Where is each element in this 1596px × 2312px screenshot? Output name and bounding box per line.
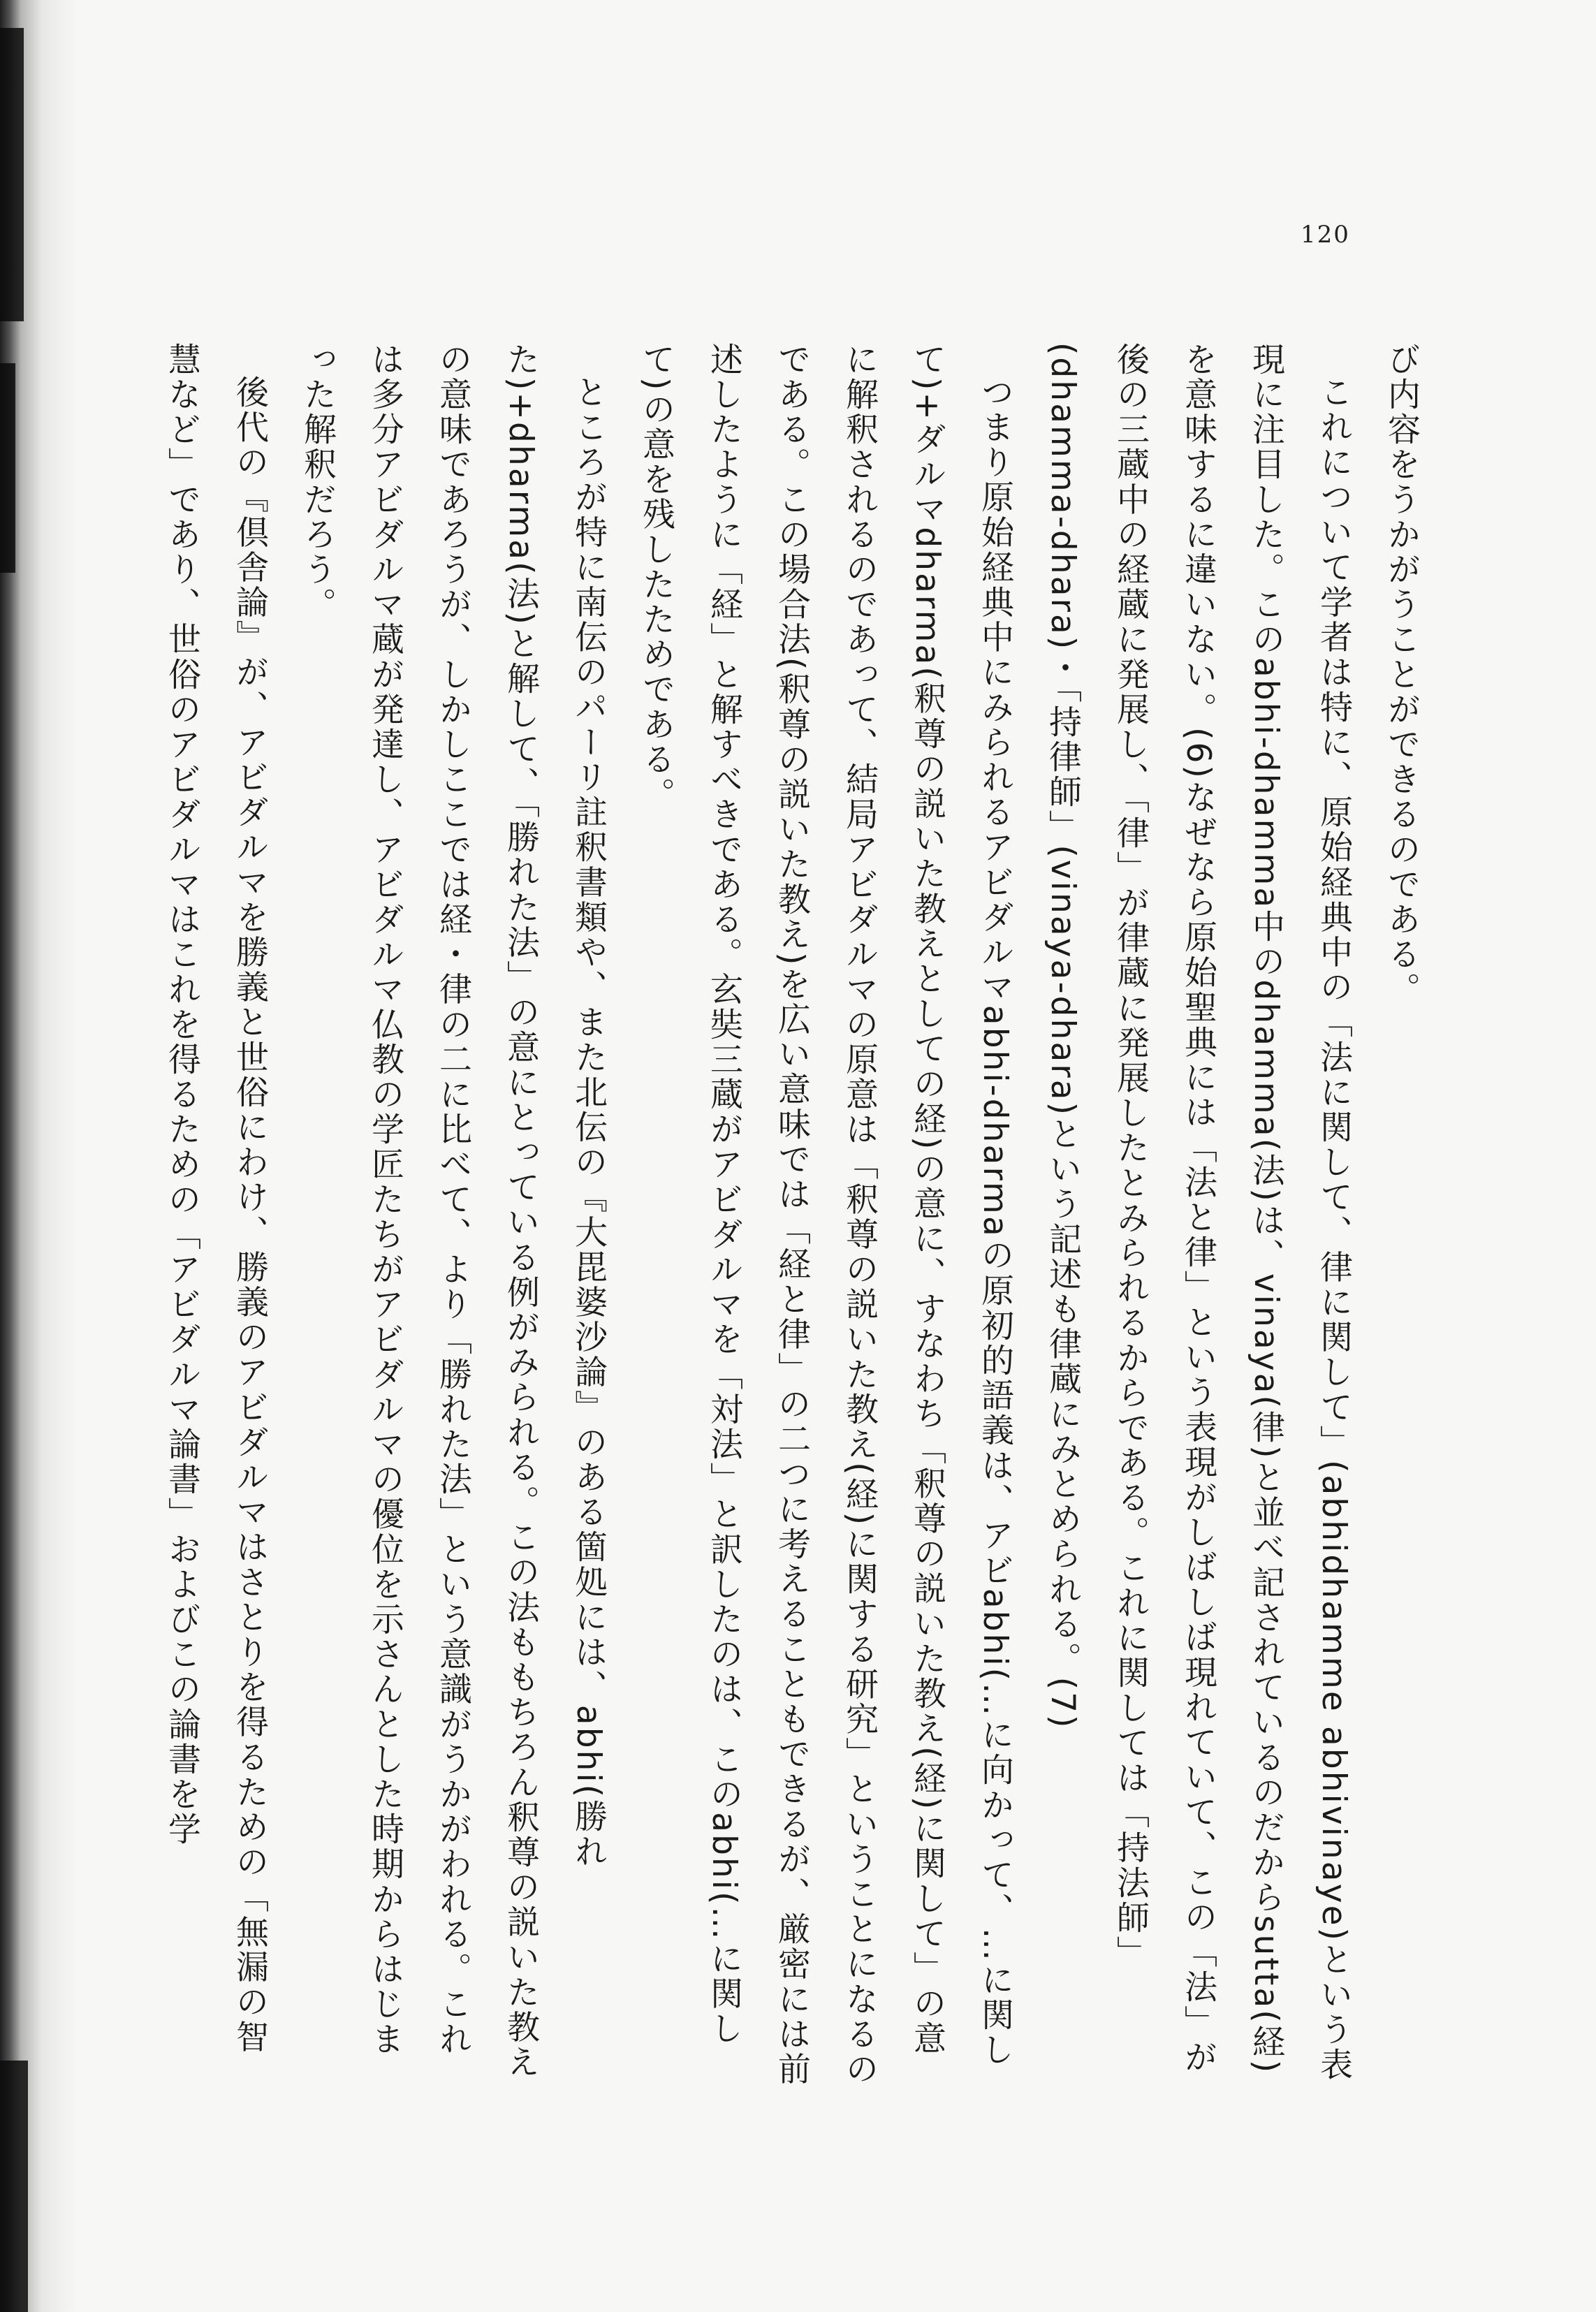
paragraph: つまり原始経典中にみられるアビダルマabhi-dharmaの原初的語義は、アビabhi(…に向かって、…に関して)+ダルマdharma(釈尊の説いた教えとしての経)の意に、すなわち「釈尊の説いた教え(経)に関して」の意に解釈されるのであって、結局アビダルマの原意は「釈尊の説いた教え(経)に関する研究」ということになるのである。この場合法(釈尊の説いた教え)を広い意味では「経と律」の二つに考えることもできるが、厳密には前述したように「経」と解すべきである。玄奘三蔵がアビダルマを「対法」と訳したのは、このabhi(…に関して)の意を残したためである。: [637, 342, 1014, 2087]
paragraph: び内容をうかがうことができるのである。: [1382, 342, 1421, 1007]
binding-streak: [0, 28, 24, 321]
paragraph: ところが特に南伝のパーリ註釈書類や、また北伝の『大毘婆沙論』のある箇処には、abhi(勝れた)+dharma(法)と解して、「勝れた法」の意にとっている例がみられる。この法ももちろん釈尊の説いた教えの意味であろうが、しかしここでは経・律の二に比べて、より「勝れた法」という意識がうかがわれる。これは多分アビダルマ蔵が発達し、アビダルマ仏教の学匠たちがアビダルマの優位を示さんとした時期からはじまった解釈だろう。: [298, 342, 608, 2080]
paragraph: これについて学者は特に、原始経典中の「法に関して、律に関して」(abhidhamme abhivinaye)という表現に注目した。このabhi-dhamma中のdhamma(法)は、vinaya(律)と並べ記されているのだからsutta(経)を意味するに違いない。(6)なぜなら原始聖典には「法と律」という表現がしばしば現れていて、この「法」が後の三蔵中の経蔵に発展し、「律」が律蔵に発展したとみられるからである。これに関しては「持法師」(dhamma-dhara)・「持律師」(vinaya-dhara)という記述も律蔵にみとめられる。(7): [1044, 342, 1353, 2083]
body-text: [143, 342, 1435, 2088]
binding-streak: [0, 363, 15, 573]
page-number: 120: [1301, 221, 1350, 249]
binding-streak: [0, 2061, 28, 2312]
binding-edge-shadow: [0, 0, 77, 2312]
paragraph: 後代の『倶舎論』が、アビダルマを勝義と世俗にわけ、勝義のアビダルマはさとりを得るための「無漏の智慧など」であり、世俗のアビダルマはこれを得るための「アビダルマ論書」およびこの論書を学: [163, 342, 269, 2055]
